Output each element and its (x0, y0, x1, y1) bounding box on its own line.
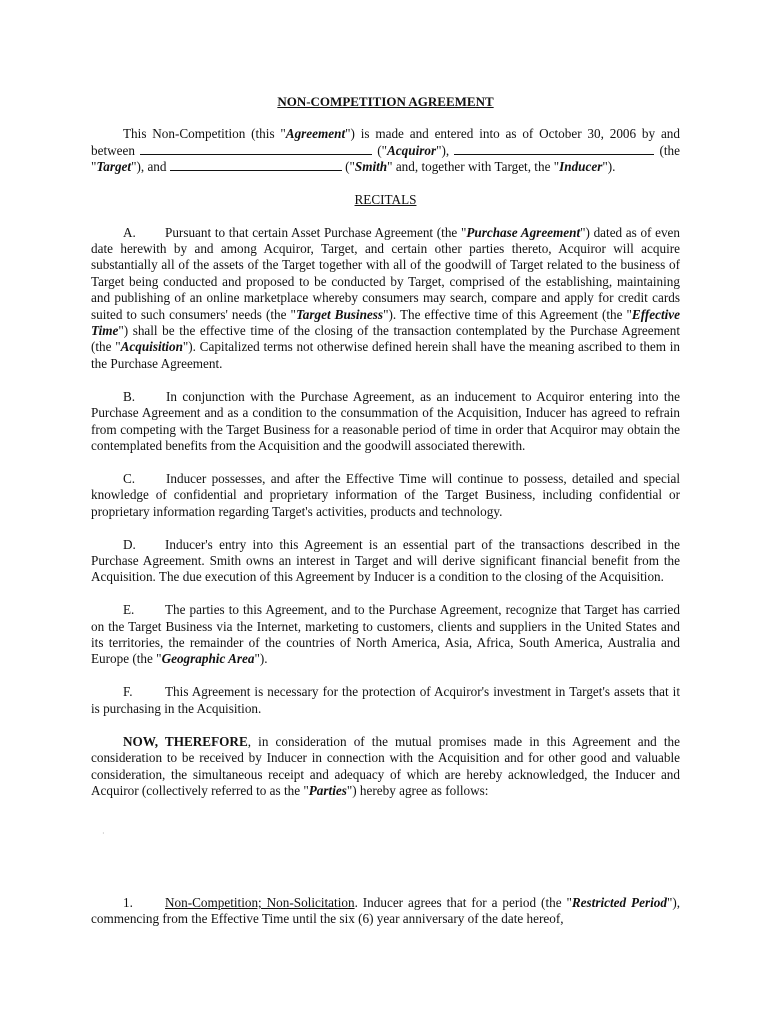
now-therefore-text: ") hereby agree as follows: (346, 782, 489, 798)
recital-label: A. (123, 224, 136, 240)
recital-a (91, 225, 680, 373)
intro-text: This Non-Competition (this " (123, 126, 286, 142)
recital-label: F. (123, 684, 133, 700)
defined-term-agreement: Agreement (285, 126, 346, 142)
now-therefore-lead: NOW, THEREFORE (123, 733, 248, 749)
section-number: 1. (123, 895, 133, 910)
recital-text: Inducer's entry into this Agreement is an essential part of the transactions described in the Purchase Agreement. Smith owns an interest in Target and will derive significant financial benefit from the Acquisition. The due execution of this Agreement by Inducer is a condition to the closing of the Acquisition. (91, 536, 680, 585)
recital-text: ") shall be the effective time of the closing of the transaction contemplated by the Purchase Agreement (the " (91, 322, 680, 355)
intro-paragraph (91, 126, 680, 175)
recital-d (91, 537, 680, 586)
now-therefore-text: , in consideration of the mutual promises made in this Agreement and the consideration to be received by Inducer in connection with the Acquisition and for other good and valuable consideration, the simultaneous receipt and adequacy of which are hereby acknowledged, the Inducer and Acquiror (collectively referred to as the " (91, 733, 680, 798)
intro-text: " and, together with Target, the " (387, 159, 560, 175)
recital-c (91, 471, 680, 520)
section-text: "), commencing from the Effective Time until the six (6) year anniversary of the date hereof, (91, 895, 681, 927)
recital-text: "). (254, 651, 268, 667)
stray-mark: · (102, 829, 105, 838)
defined-term-smith: Smith (354, 159, 388, 175)
now-therefore-paragraph (91, 734, 680, 800)
recital-e (91, 602, 680, 668)
blank-line-target (454, 143, 654, 155)
recital-label: D. (123, 536, 136, 552)
recital-text: ") dated as of even date herewith by and among Acquiror, Target, and certain other parties thereto, Acquiror will acquire substantially all of the assets of the Target together with all of the goodwill of Target related to the business of Target being conducted and proposed to be conducted by Target, comprised of the establishing, maintaining and publishing of an online marketplace whereby consumers may search, compare and apply for credit cards suited to such consumers' needs (the " (91, 224, 681, 322)
defined-term-acquiror: Acquiror (387, 142, 437, 158)
defined-term-target: Target (96, 159, 132, 175)
intro-text: "), (436, 142, 455, 158)
section-heading: Non-Competition; Non-Solicitation (165, 895, 355, 910)
defined-term-acquisition: Acquisition (120, 339, 183, 355)
recital-text: In conjunction with the Purchase Agreement, as an inducement to Acquiror entering into the Purchase Agreement and as a condition to the consummation of the Acquisition, Inducer has agreed to refrain from competing with the Target Business for a reasonable period of time in order that Acquiror may obtain the contemplated benefits from the Acquisition and the goodwill associated therewith. (91, 388, 680, 453)
document-body (91, 94, 680, 816)
recital-text: Pursuant to that certain Asset Purchase Agreement (the " (165, 224, 467, 240)
defined-term-effective-time: Effective Time (91, 306, 681, 338)
section-1 (91, 895, 680, 944)
recital-text: This Agreement is necessary for the protection of Acquiror's investment in Target's assets that it is purchasing in the Acquisition. (91, 684, 680, 716)
recital-text: "). Capitalized terms not otherwise defined herein shall have the meaning ascribed to them in the Purchase Agreement. (91, 339, 680, 371)
defined-term-purchase-agreement: Purchase Agreement (466, 224, 581, 240)
intro-text: (" (372, 142, 388, 158)
recital-text: "). The effective time of this Agreement (the " (383, 306, 632, 322)
intro-text: "). (602, 159, 616, 175)
recital-b (91, 389, 680, 455)
defined-term-restricted-period: Restricted Period (571, 895, 667, 910)
recital-label: E. (123, 602, 135, 618)
intro-text: (" (341, 159, 355, 175)
recital-f (91, 684, 680, 717)
recitals-heading: RECITALS (354, 192, 417, 208)
blank-line-acquiror (140, 143, 372, 155)
intro-text: ") is made and entered into as of October 30, 2006 by and between (91, 126, 680, 158)
intro-text: (the " (91, 142, 680, 175)
defined-term-geographic-area: Geographic Area (161, 651, 255, 667)
recital-text: The parties to this Agreement, and to the Purchase Agreement, recognize that Target has carried on the Target Business via the Internet, marketing to customers, clients and suppliers in the United States and its territories, the remainder of the countries of North America, Asia, Africa, South America, Australia and Europe (the " (91, 602, 680, 667)
section-1-paragraph (91, 895, 680, 928)
recital-label: C. (123, 470, 136, 486)
defined-term-inducer: Inducer (559, 159, 603, 175)
document-title: NON-COMPETITION AGREEMENT (277, 94, 494, 109)
section-text: . Inducer agrees that for a period (the " (354, 895, 572, 910)
defined-term-target-business: Target Business (295, 306, 384, 322)
recital-text: Inducer possesses, and after the Effective Time will continue to possess, detailed and special knowledge of confidential and proprietary information of the Target Business, including confidential or proprietary information regarding Target's activities, products and technology. (91, 470, 680, 519)
defined-term-parties: Parties (308, 782, 347, 798)
intro-text: "), and (131, 159, 170, 175)
recital-label: B. (123, 388, 136, 404)
blank-line-smith (170, 159, 342, 171)
